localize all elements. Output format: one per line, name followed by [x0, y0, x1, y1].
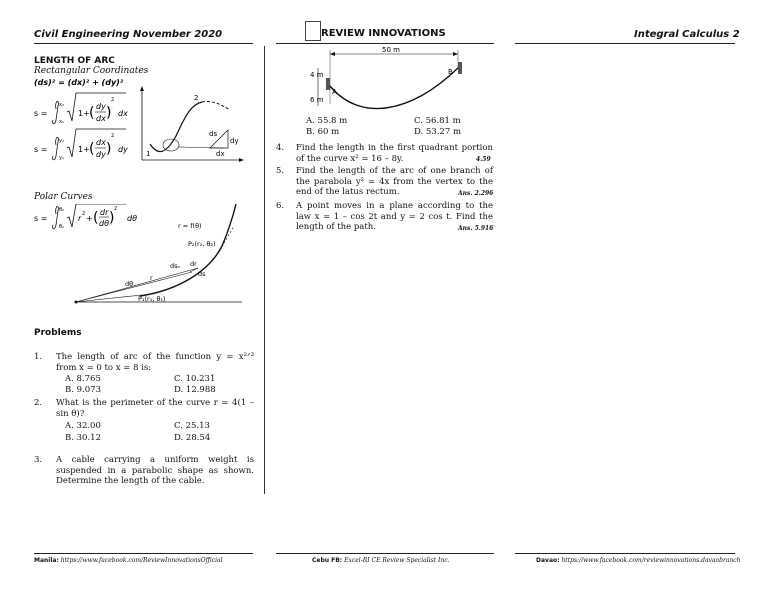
svg-text:dy: dy	[96, 150, 106, 159]
svg-text:dθ: dθ	[99, 219, 109, 228]
svg-text:2: 2	[111, 97, 115, 103]
choice: D. 28.54	[174, 433, 211, 443]
svg-text:x₂: x₂	[59, 102, 64, 108]
footer-rule-right	[515, 553, 735, 554]
svg-text:): )	[106, 105, 112, 121]
footer-city: Davao:	[536, 557, 560, 564]
svg-text:dr: dr	[100, 208, 109, 217]
svg-text:+: +	[86, 214, 93, 223]
choice: B. 30.12	[65, 433, 101, 443]
rect-subheading: Rectangular Coordinates	[34, 66, 149, 76]
footer-link[interactable]: https://www.facebook.com/ReviewInnovationsOfficial	[60, 557, 223, 564]
svg-text:y₁: y₁	[59, 155, 64, 161]
svg-text:1+: 1+	[78, 109, 90, 118]
cable-span-label: 50 m	[382, 46, 400, 54]
svg-text:dx: dx	[96, 138, 106, 147]
polar-fig-label: r = f(θ)	[178, 222, 202, 230]
arc-length-formulas	[34, 76, 134, 166]
svg-text:(: (	[89, 141, 95, 157]
svg-text:ds: ds	[198, 270, 206, 278]
footer-manila	[34, 557, 223, 564]
svg-text:dy: dy	[230, 137, 239, 145]
svg-text:2: 2	[82, 211, 86, 217]
problem-text: What is the perimeter of the curve r = 4(1 – sin θ)?	[56, 398, 254, 419]
problem-text: A cable carrying a uniform weight is suspended in a parabolic shape as shown. Determine the length of the cable.	[56, 455, 254, 486]
svg-text:s =: s =	[34, 109, 48, 118]
svg-text:2: 2	[111, 133, 115, 139]
problem-number: 2.	[34, 398, 43, 408]
svg-text:dx: dx	[118, 109, 128, 118]
polar-subheading: Polar Curves	[34, 192, 93, 202]
svg-text:dx: dx	[216, 150, 225, 158]
svg-text:(: (	[89, 105, 95, 121]
svg-text:s =: s =	[34, 214, 48, 223]
problem-text: A point moves in a plane according to the law x = 1 – cos 2t and y = 2 cos t. Find the length of the path.	[296, 201, 493, 232]
header-rule-right	[515, 43, 735, 44]
footer-rule-left	[34, 553, 253, 554]
svg-text:P₁(r₁, θ₁): P₁(r₁, θ₁)	[138, 295, 166, 303]
svg-text:dsₙ: dsₙ	[170, 262, 181, 270]
choice: B. 60 m	[306, 127, 340, 137]
problem-text: The length of arc of the function y = x²ᐟ³ from x = 0 to x = 8 is:	[56, 352, 254, 373]
svg-text:θ₂: θ₂	[59, 207, 65, 213]
problem-number: 3.	[34, 455, 43, 465]
svg-text:4 m: 4 m	[310, 71, 324, 79]
cable-figure	[300, 44, 470, 114]
problem-number: 4.	[276, 143, 285, 153]
footer-city: Cebu FB:	[312, 557, 343, 564]
svg-text:P₂(r₂, θ₂): P₂(r₂, θ₂)	[188, 240, 216, 248]
svg-text:ds: ds	[209, 130, 218, 138]
svg-text:θ₁: θ₁	[59, 224, 65, 230]
answer: Ans. 2.296	[458, 190, 494, 197]
svg-text:dx: dx	[96, 114, 106, 123]
svg-text:A: A	[332, 88, 337, 96]
header-course-title: Civil Engineering November 2020	[34, 29, 223, 40]
svg-text:1+: 1+	[78, 145, 90, 154]
svg-text:2: 2	[194, 94, 199, 102]
svg-text:dr: dr	[190, 260, 197, 268]
header-rule-left	[34, 43, 253, 44]
svg-text:dθ: dθ	[125, 280, 134, 288]
rect-fig-label: 1	[146, 150, 151, 158]
choice: A. 32.00	[65, 421, 101, 431]
choice: C. 10.231	[174, 374, 216, 384]
footer-link[interactable]: Excel-RI CE Review Specialist Inc.	[344, 557, 450, 564]
svg-text:dy: dy	[96, 102, 106, 111]
svg-text:B: B	[448, 68, 453, 76]
svg-text:): )	[109, 210, 115, 226]
logo-icon	[305, 21, 321, 41]
svg-text:r: r	[78, 214, 82, 223]
problem-number: 1.	[34, 352, 43, 362]
answer: 4.59	[476, 156, 491, 163]
problem-text: Find the length of the arc of one branch of the parabola y² = 4x from the vertex to the end of the latus rectum.	[296, 166, 493, 197]
header-subject: Integral Calculus 2	[634, 29, 740, 40]
svg-text:y₂: y₂	[59, 138, 64, 144]
footer-rule-center	[276, 553, 494, 554]
choice: A. 55.8 m	[306, 116, 348, 126]
choice: C. 56.81 m	[414, 116, 461, 126]
choice: B. 9.073	[65, 385, 101, 395]
svg-text:dy: dy	[118, 145, 128, 154]
svg-text:6 m: 6 m	[310, 96, 324, 104]
svg-text:r: r	[150, 274, 153, 282]
svg-text:s =: s =	[34, 145, 48, 154]
svg-text:(ds)² = (dx)² + (dy)²: (ds)² = (dx)² + (dy)²	[34, 78, 124, 87]
svg-text:): )	[106, 141, 112, 157]
problems-heading: Problems	[34, 328, 82, 338]
choice: C. 25.13	[174, 421, 210, 431]
svg-text:2: 2	[114, 206, 118, 212]
svg-text:(: (	[93, 210, 99, 226]
svg-text:dθ: dθ	[127, 214, 137, 223]
problem-number: 5.	[276, 166, 285, 176]
choice: D. 53.27 m	[414, 127, 462, 137]
column-divider	[264, 46, 265, 494]
svg-text:x₁: x₁	[59, 119, 64, 125]
footer-davao	[536, 557, 741, 564]
footer-link[interactable]: https://www.facebook.com/reviewinnovations.davaobranch	[561, 557, 741, 564]
section-heading: LENGTH OF ARC	[34, 56, 115, 66]
footer-city: Manila:	[34, 557, 59, 564]
choice: A. 8.765	[65, 374, 101, 384]
problem-number: 6.	[276, 201, 285, 211]
rect-arc-figure	[136, 84, 246, 164]
choice: D. 12.988	[174, 385, 216, 395]
polar-arc-figure	[70, 198, 250, 310]
answer: Ans. 5.916	[458, 225, 494, 232]
header-brand: REVIEW INNOVATIONS	[321, 28, 446, 39]
footer-cebu	[312, 557, 450, 564]
problem-text: Find the length in the first quadrant portion of the curve x² = 16 – 8y.	[296, 143, 493, 164]
